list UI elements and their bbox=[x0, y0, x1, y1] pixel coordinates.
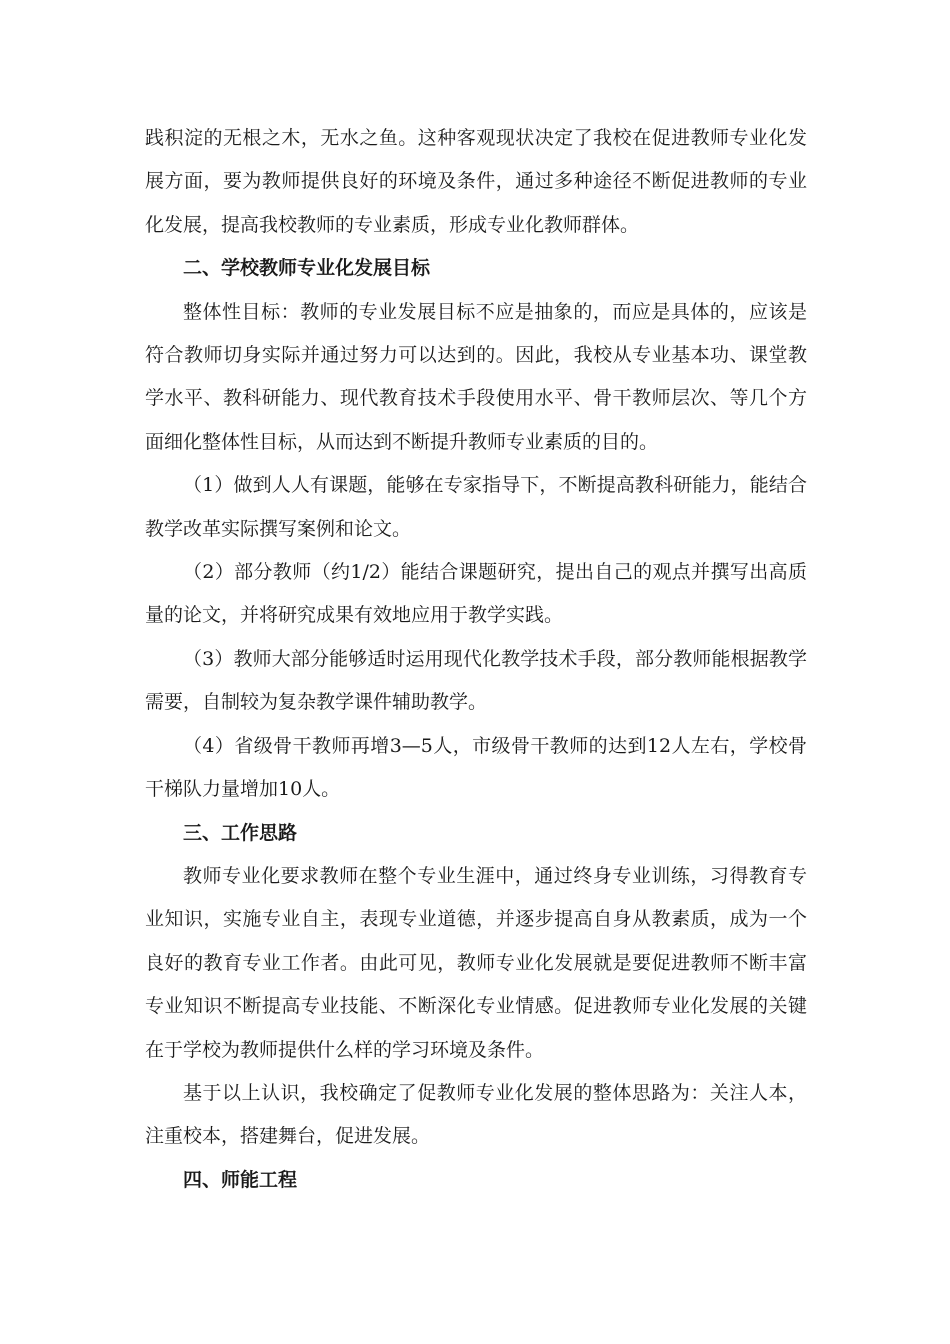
section-heading-teacher-ability: 四、师能工程 bbox=[183, 1168, 298, 1191]
paragraph-intro-continued: 践积淀的无根之木，无水之鱼。这种客观现状决定了我校在促进教师专业化发展方面，要为教师提供良好的环境及条件，通过多种途径不断促进教师的专业化发展，提高我校教师的专业素质，形成专业化教师群体。 bbox=[145, 127, 807, 236]
list-item-goal-1: （1）做到人人有课题，能够在专家指导下，不断提高教科研能力，能结合教学改革实际撰写案例和论文。 bbox=[145, 474, 807, 540]
paragraph-overall-goal: 整体性目标：教师的专业发展目标不应是抽象的，而应是具体的，应该是符合教师切身实际并通过努力可以达到的。因此，我校从专业基本功、课堂教学水平、教科研能力、现代教育技术手段使用水平、骨干教师层次、等几个方面细化整体性目标，从而达到不断提升教师专业素质的目的。 bbox=[145, 300, 807, 453]
paragraph-approach-summary: 基于以上认识，我校确定了促教师专业化发展的整体思路为：关注人本，注重校本，搭建舞台，促进发展。 bbox=[145, 1081, 807, 1148]
paragraph-approach: 教师专业化要求教师在整个专业生涯中，通过终身专业训练，习得教育专业知识，实施专业自主，表现专业道德，并逐步提高自身从教素质，成为一个良好的教育专业工作者。由此可见，教师专业化发展就是要促进教师不断丰富专业知识不断提高专业技能、不断深化专业情感。促进教师专业化发展的关键在于学校为教师提供什么样的学习环境及条件。 bbox=[145, 864, 807, 1061]
section-heading-goals: 二、学校教师专业化发展目标 bbox=[183, 257, 431, 280]
section-heading-approach: 三、工作思路 bbox=[183, 821, 298, 844]
list-item-goal-4: （4）省级骨干教师再增3—5人，市级骨干教师的达到12人左右，学校骨干梯队力量增加10人。 bbox=[145, 734, 807, 801]
list-item-goal-2: （2）部分教师（约1/2）能结合课题研究，提出自己的观点并撰写出高质量的论文，并将研究成果有效地应用于教学实践。 bbox=[145, 561, 807, 627]
list-item-goal-3: （3）教师大部分能够适时运用现代化教学技术手段，部分教师能根据教学需要，自制较为复杂教学课件辅助教学。 bbox=[145, 647, 807, 714]
document-body bbox=[145, 117, 807, 1202]
